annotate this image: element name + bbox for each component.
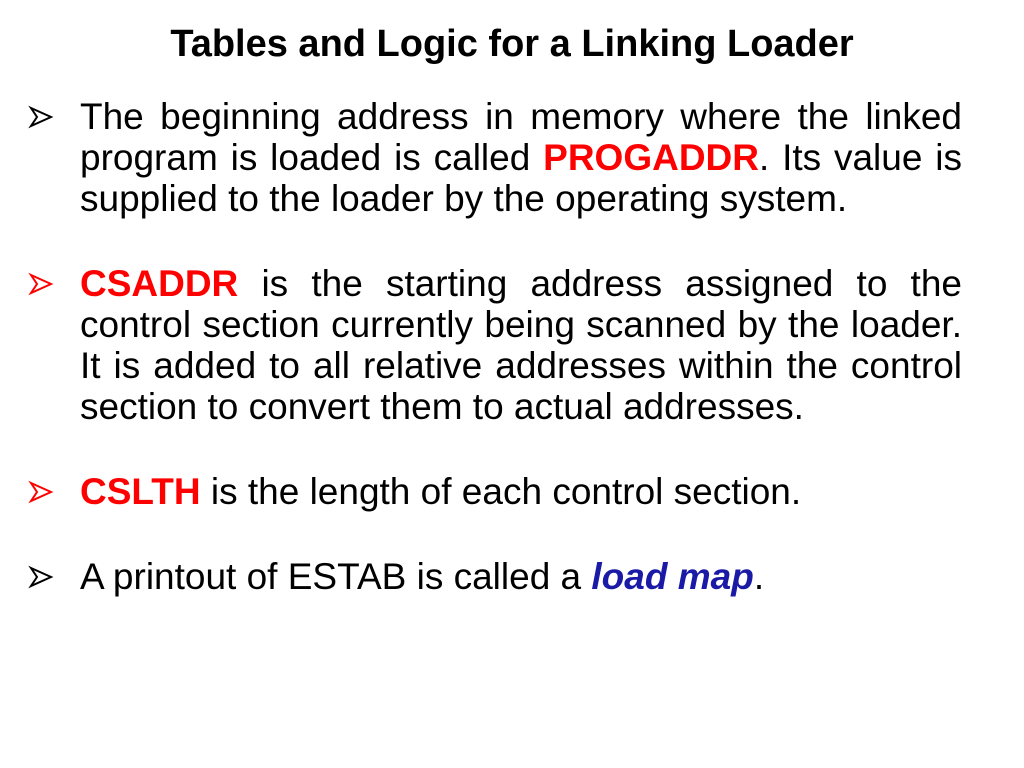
arrowhead-bullet-icon: [28, 565, 54, 589]
bullet-text-post: is the length of each control section.: [200, 471, 802, 512]
bullet-cslth: [28, 471, 962, 512]
bullet-progaddr: [28, 96, 962, 219]
bullet-text-post: is the starting address assigned to the control section currently being scanned by the loader. It is added to all relative addresses within the control section to convert them to actual addresses.: [80, 263, 962, 427]
term-cslth: CSLTH: [80, 471, 201, 512]
slide-title: Tables and Logic for a Linking Loader: [170, 23, 854, 65]
term-progaddr: PROGADDR: [543, 137, 759, 178]
bullet-csaddr: [28, 263, 962, 427]
bullet-text-pre: The beginning address in memory where the linked program is loaded is called: [80, 96, 962, 178]
bullet-text-post: .: [753, 556, 765, 597]
term-load-map: load map: [591, 556, 754, 597]
arrowhead-bullet-icon: [28, 272, 54, 296]
bullet-text-pre: A printout of ESTAB is called a: [80, 556, 592, 597]
term-csaddr: CSADDR: [80, 263, 239, 304]
bullet-text-post: . Its value is supplied to the loader by the operating system.: [80, 137, 962, 219]
arrowhead-bullet-icon: [28, 105, 54, 129]
arrowhead-bullet-icon: [28, 480, 54, 504]
bullet-list: [28, 96, 962, 597]
bullet-load-map: [28, 556, 962, 597]
